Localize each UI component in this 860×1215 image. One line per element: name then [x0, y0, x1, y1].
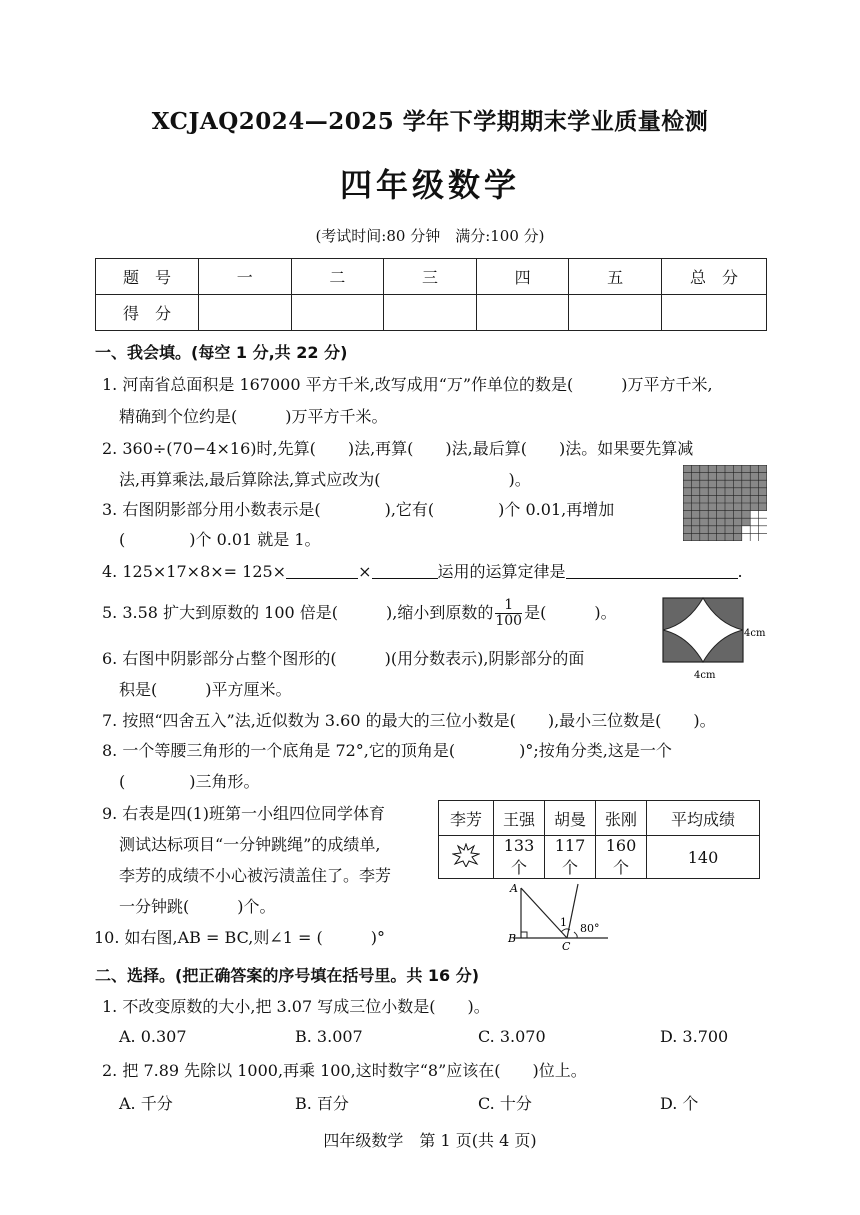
choice-q2-option-a[interactable]: A. 千分: [119, 1094, 173, 1113]
q5-prefix: 5. 3.58 扩大到原数的 100 倍是( ),缩小到原数的: [102, 603, 494, 622]
q9-line4: 一分钟跳( )个。: [119, 897, 276, 916]
choice-q1-option-a[interactable]: A. 0.307: [119, 1027, 187, 1046]
fraction-numerator: 1: [495, 598, 522, 614]
q3-line2: ( )个 0.01 就是 1。: [119, 530, 321, 549]
q2-line2: 法,再算乘法,最后算除法,算式应改为( )。: [119, 470, 531, 489]
score-cell: 二: [291, 259, 384, 295]
choice-q1: 1. 不改变原数的大小,把 3.07 写成三位小数是( )。: [102, 997, 490, 1016]
q6-line1: 6. 右图中阴影部分占整个图形的( )(用分数表示),阴影部分的面: [102, 649, 585, 668]
table-cell: 140: [647, 836, 760, 879]
q4-blank[interactable]: [286, 562, 358, 579]
choice-q2-option-d[interactable]: D. 个: [660, 1094, 699, 1113]
score-entry[interactable]: [662, 295, 767, 331]
choice-q2: 2. 把 7.89 先除以 1000,再乘 100,这时数字“8”应该在( )位上。: [102, 1061, 587, 1080]
q9-line2: 测试达标项目“一分钟跳绳”的成绩单,: [119, 835, 381, 854]
score-table-header-row: [96, 259, 767, 295]
table-cell: 117 个: [545, 836, 596, 879]
point-a-label: A: [510, 882, 518, 895]
score-entry[interactable]: [569, 295, 662, 331]
score-cell: 总 分: [662, 259, 767, 295]
point-c-label: C: [562, 940, 571, 952]
q4-line: [102, 559, 743, 582]
point-b-label: B: [508, 932, 517, 945]
q5-fraction: [495, 598, 522, 629]
q1-line2: 精确到个位约是( )万平方千米。: [119, 407, 388, 426]
fraction-denominator: 100: [495, 613, 523, 629]
page-footer: 四年级数学 第 1 页(共 4 页): [323, 1131, 537, 1150]
bottom-length-label: 4cm: [694, 670, 716, 681]
table-cell: 133 个: [494, 836, 545, 879]
q10-line: 10. 如右图,AB = BC,则∠1 = ( )°: [94, 928, 385, 947]
score-cell: 四: [476, 259, 569, 295]
q8-line2: ( )三角形。: [119, 772, 260, 791]
exam-header-title: XCJAQ2024—2025 学年下学期期末学业质量检测: [151, 108, 709, 135]
table-header-cell: 胡曼: [545, 801, 596, 836]
q5-suffix: 是( )。: [524, 603, 617, 622]
table-cell: 160 个: [596, 836, 647, 879]
q9-line1: 9. 右表是四(1)班第一小组四位同学体育: [102, 804, 386, 823]
score-cell: 得 分: [96, 295, 199, 331]
angle-1-label: 1: [560, 916, 567, 929]
q4-blank[interactable]: [566, 562, 738, 579]
score-entry[interactable]: [199, 295, 292, 331]
q4-times: ×: [358, 562, 372, 581]
score-table-score-row: [96, 295, 767, 331]
q8-line1: 8. 一个等腰三角形的一个底角是 72°,它的顶角是( )°;按角分类,这是一个: [102, 741, 672, 760]
exam-info: (考试时间:80 分钟 满分:100 分): [315, 227, 545, 245]
jump-rope-value-row: [439, 836, 760, 879]
score-cell: 五: [569, 259, 662, 295]
q9-line3: 李芳的成绩不小心被污渍盖住了。李芳: [119, 866, 392, 885]
q7-line: 7. 按照“四舍五入”法,近似数为 3.60 的最大的三位小数是( ),最小三位数是( )。: [102, 711, 716, 730]
score-entry[interactable]: [384, 295, 477, 331]
section2-heading: 二、选择。(把正确答案的序号填在括号里。共 16 分): [95, 966, 480, 985]
table-header-cell: 张刚: [596, 801, 647, 836]
score-table: [95, 258, 767, 331]
q2-line1: 2. 360÷(70−4×16)时,先算( )法,再算( )法,最后算( )法。如果要先算减: [102, 439, 694, 458]
table-header-cell: 王强: [494, 801, 545, 836]
q4-blank[interactable]: [372, 562, 438, 579]
choice-q1-option-b[interactable]: B. 3.007: [295, 1027, 363, 1046]
q6-line2: 积是( )平方厘米。: [119, 680, 292, 699]
section1-heading: 一、我会填。(每空 1 分,共 22 分): [95, 343, 348, 362]
score-cell: 三: [384, 259, 477, 295]
choice-q2-option-b[interactable]: B. 百分: [295, 1094, 349, 1113]
score-cell: 一: [199, 259, 292, 295]
q4-mid: 运用的运算定律是: [437, 562, 566, 581]
choice-q1-option-d[interactable]: D. 3.700: [660, 1027, 729, 1046]
shaded-square-figure: [660, 596, 770, 686]
score-cell: 题 号: [96, 259, 199, 295]
choice-q2-option-c[interactable]: C. 十分: [478, 1094, 532, 1113]
q3-line1: 3. 右图阴影部分用小数表示是( ),它有( )个 0.01,再增加: [102, 500, 615, 519]
score-entry[interactable]: [291, 295, 384, 331]
ink-stain-icon: [452, 843, 480, 867]
score-entry[interactable]: [476, 295, 569, 331]
q4-prefix: 4. 125×17×8×= 125×: [102, 562, 287, 581]
q5-line: [102, 598, 617, 629]
side-length-label: 4cm: [744, 628, 766, 639]
jump-rope-header-row: [439, 801, 760, 836]
subject-title: 四年级数学: [339, 166, 520, 204]
choice-q1-option-c[interactable]: C. 3.070: [478, 1027, 546, 1046]
decimal-grid-figure: [683, 465, 767, 541]
table-header-cell: 平均成绩: [647, 801, 760, 836]
jump-rope-table: [438, 800, 760, 879]
table-header-cell: 李芳: [439, 801, 494, 836]
ink-stain-cell: [439, 836, 494, 879]
angle-80-label: 80°: [580, 922, 600, 935]
triangle-figure: [500, 880, 620, 952]
q1-line1: 1. 河南省总面积是 167000 平方千米,改写成用“万”作单位的数是( )万平方千米,: [102, 375, 713, 394]
q4-end: .: [737, 562, 743, 581]
